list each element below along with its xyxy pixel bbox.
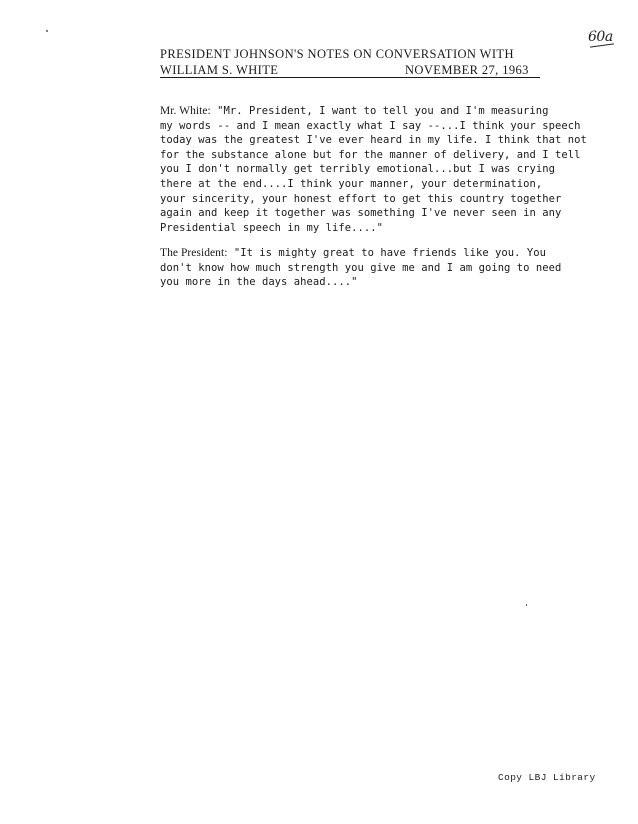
document-header <box>160 46 532 79</box>
paragraph-line <box>160 246 580 261</box>
paragraph-line: there at the end....I think your manner, your determination, <box>160 177 543 190</box>
paragraph-line: you I don't normally get terribly emotional...but I was crying <box>160 163 556 176</box>
paragraph-line: my words -- and I mean exactly what I say --...I think your speech <box>160 119 581 132</box>
page-number: 60a <box>588 29 613 45</box>
paragraph-line: today was the greatest I've ever heard in my life. I think that not <box>160 134 587 147</box>
footer-credit: Copy LBJ Library <box>498 772 596 783</box>
paragraph-line: don't know how much strength you give me and I am going to need <box>160 261 562 274</box>
paragraph-text: "Mr. President, I want to tell you and I'm measuring <box>210 105 549 117</box>
header-date: NOVEMBER 27, 1963 <box>405 63 529 77</box>
paragraph-president <box>160 246 580 290</box>
paragraph-line <box>160 104 580 119</box>
paragraph-text: "It is mighty great to have friends like you. You <box>227 247 547 259</box>
scan-speck <box>46 30 48 32</box>
paragraph-line: Presidential speech in my life...." <box>160 221 384 234</box>
header-title: PRESIDENT JOHNSON'S NOTES ON CONVERSATION WITH <box>160 47 514 61</box>
header-rule <box>160 77 540 78</box>
header-name: WILLIAM S. WHITE <box>160 63 279 77</box>
paragraph-mr-white <box>160 104 587 235</box>
paragraph-line: you more in the days ahead...." <box>160 276 358 289</box>
speaker-label: The President: <box>160 247 228 259</box>
paragraph-line: your sincerity, your honest effort to get this country together <box>160 192 562 205</box>
scan-speck <box>526 604 527 606</box>
speaker-label: Mr. White: <box>160 105 211 117</box>
paragraph-line: again and keep it together was something I've never seen in any <box>160 207 562 220</box>
paragraph-line: for the substance alone but for the manner of delivery, and I tell <box>160 148 581 161</box>
